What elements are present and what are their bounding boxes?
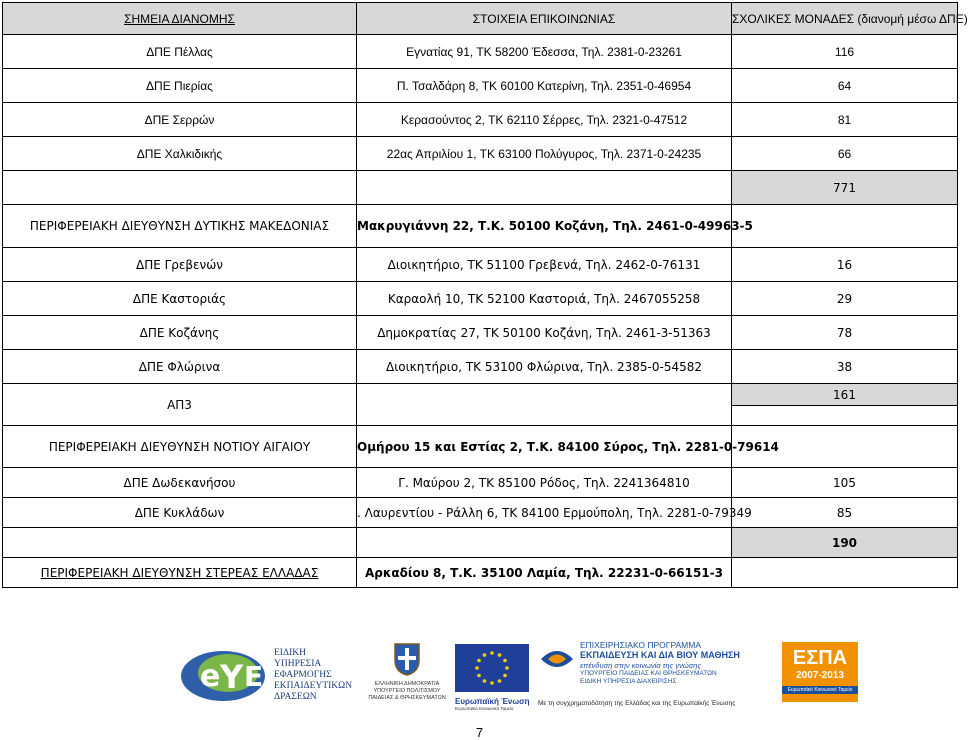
eye-logo-icon <box>178 648 268 704</box>
table-row <box>3 528 958 558</box>
table-row <box>3 384 958 406</box>
eu-star <box>483 679 487 683</box>
region-address: Ομήρου 15 και Εστίας 2, Τ.Κ. 84100 Σύρος, Τηλ. 2281-0-79614 <box>357 426 732 468</box>
cell-contact: Π. Τσαλδάρη 8, ΤΚ 60100 Κατερίνη, Τηλ. 2351-0-46954 <box>357 69 732 103</box>
cell-contact: Διοικητήριο, ΤΚ 51100 Γρεβενά, Τηλ. 2462-0-76131 <box>357 248 732 282</box>
eu-star <box>490 681 494 685</box>
cell-name: ΔΠΕ Δωδεκανήσου <box>3 468 357 498</box>
table-row <box>3 103 958 137</box>
cell-name: ΔΠΕ Φλώρινα <box>3 350 357 384</box>
cell-contact: Γ. Μαύρου 2, ΤΚ 85100 Ρόδος, Τηλ. 2241364810 <box>357 468 732 498</box>
block2-total: 161 <box>732 384 958 406</box>
cell-count: 78 <box>732 316 958 350</box>
region-row <box>3 205 958 248</box>
program-emblem-icon <box>538 640 576 678</box>
eu-star <box>503 674 507 678</box>
page-number: 7 <box>475 725 484 740</box>
header-contact-info: ΣΤΟΙΧΕΙΑ ΕΠΙΚΟΙΝΩΝΙΑΣ <box>357 3 732 35</box>
cell-contact: Καραολή 10, ΤΚ 52100 Καστοριά, Τηλ. 2467055258 <box>357 282 732 316</box>
cell-contact: Εγνατίας 91, ΤΚ 58200 Έδεσσα, Τηλ. 2381-0-23261 <box>357 35 732 69</box>
svg-text:Y: Y <box>220 658 244 696</box>
cell-contact: . Λαυρεντίου - Ράλλη 6, ΤΚ 84100 Ερμούπολη, Τηλ. 2281-0-79349 <box>357 498 732 528</box>
table-header <box>3 3 958 35</box>
header-school-units: ΣΧΟΛΙΚΕΣ ΜΟΝΑΔΕΣ (διανομή μέσω ΔΠΕ) <box>732 3 958 35</box>
cell-count: 85 <box>732 498 958 528</box>
table-row <box>3 282 958 316</box>
cell-name: ΔΠΕ Κοζάνης <box>3 316 357 350</box>
cell-name: ΔΠΕ Χαλκιδικής <box>3 137 357 171</box>
eu-star <box>498 653 502 657</box>
cell-name: ΔΠΕ Πιερίας <box>3 69 357 103</box>
region-row <box>3 426 958 468</box>
cell-count: 38 <box>732 350 958 384</box>
eu-star <box>475 666 479 670</box>
svg-text:e: e <box>200 659 221 694</box>
cell-count: 29 <box>732 282 958 316</box>
region-row <box>3 558 958 588</box>
program-logo: ΕΠΙΧΕΙΡΗΣΙΑΚΟ ΠΡΟΓΡΑΜΜΑ ΕΚΠΑΙΔΕΥΣΗ ΚΑΙ ΔΙΑ ΒΙΟΥ ΜΑΘΗΣΗ επένδυση στην κοινωνία της γνώσης ΥΠΟΥΡΓΕΙΟ ΠΑΙΔΕΙΑΣ ΚΑΙ ΘΡΗΣΚΕΥΜΑΤΩΝ ΕΙΔΙΚΗ ΥΠΗΡΕΣΙΑ ΔΙΑΧΕΙΡΙΣΗΣ Με τη συγχρηματοδότηση της Ελλάδας και της Ευρωπαϊκής Ένωσης <box>538 640 740 707</box>
cell-contact: Δημοκρατίας 27, ΤΚ 50100 Κοζάνη, Τηλ. 2461-3-51363 <box>357 316 732 350</box>
svg-text:E: E <box>244 660 264 693</box>
eyeede-logo <box>178 648 358 704</box>
distribution-table <box>2 2 968 588</box>
block2-code: ΑΠ3 <box>3 384 357 426</box>
eu-logo: Ευρωπαϊκή Ένωση Ευρωπαϊκό Κοινωνικό Ταμείο <box>455 644 533 708</box>
block1-total: 771 <box>732 171 958 205</box>
cell-count: 81 <box>732 103 958 137</box>
cell-contact: 22ας Απριλίου 1, ΤΚ 63100 Πολύγυρος, Τηλ. 2371-0-24235 <box>357 137 732 171</box>
eu-star <box>477 674 481 678</box>
eu-star <box>477 659 481 663</box>
region-title: ΠΕΡΙΦΕΡΕΙΑΚΗ ΔΙΕΥΘΥΝΣΗ ΔΥΤΙΚΗΣ ΜΑΚΕΔΟΝΙΑΣ <box>3 205 357 248</box>
eye-logo-text: ΕΙΔΙΚΗ ΥΠΗΡΕΣΙΑ ΕΦΑΡΜΟΓΗΣ ΕΚΠΑΙΔΕΥΤΙΚΩΝ ΔΡΑΣΕΩΝ <box>274 648 353 702</box>
cell-name: ΔΠΕ Κυκλάδων <box>3 498 357 528</box>
table-row <box>3 69 958 103</box>
table-row <box>3 468 958 498</box>
ministry-logo: ΕΛΛΗΝΙΚΗ ΔΗΜΟΚΡΑΤΙΑ ΥΠΟΥΡΓΕΙΟ ΠΟΛΙΤΙΣΜΟΥ ΠΑΙΔΕΙΑΣ & ΘΡΗΣΚΕΥΜΑΤΩΝ <box>364 642 450 708</box>
greek-coat-of-arms-icon <box>391 642 423 676</box>
region-address: Αρκαδίου 8, Τ.Κ. 35100 Λαμία, Τηλ. 22231-0-66151-3 <box>357 558 732 588</box>
eu-star <box>503 659 507 663</box>
eu-star <box>498 679 502 683</box>
table-row <box>3 171 958 205</box>
cell-count: 105 <box>732 468 958 498</box>
cell-name: ΔΠΕ Γρεβενών <box>3 248 357 282</box>
espa-logo: ΕΣΠΑ 2007-2013 Ευρωπαϊκό Κοινωνικό Ταμείο <box>782 642 858 702</box>
cell-contact: Διοικητήριο, ΤΚ 53100 Φλώρινα, Τηλ. 2385-0-54582 <box>357 350 732 384</box>
eu-flag-icon <box>455 644 529 692</box>
eu-star <box>490 651 494 655</box>
table-row <box>3 350 958 384</box>
table-row <box>3 316 958 350</box>
cell-count: 116 <box>732 35 958 69</box>
eu-star <box>483 653 487 657</box>
region-title: ΠΕΡΙΦΕΡΕΙΑΚΗ ΔΙΕΥΘΥΝΣΗ ΣΤΕΡΕΑΣ ΕΛΛΑΔΑΣ <box>3 558 357 588</box>
header-distribution-points: ΣΗΜΕΙΑ ΔΙΑΝΟΜΗΣ <box>3 3 357 35</box>
cell-count: 66 <box>732 137 958 171</box>
table-row <box>3 35 958 69</box>
table-row <box>3 248 958 282</box>
block3-total: 190 <box>732 528 958 558</box>
cell-count: 64 <box>732 69 958 103</box>
cell-count: 16 <box>732 248 958 282</box>
eu-star <box>505 666 509 670</box>
region-title: ΠΕΡΙΦΕΡΕΙΑΚΗ ΔΙΕΥΘΥΝΣΗ ΝΟΤΙΟΥ ΑΙΓΑΙΟΥ <box>3 426 357 468</box>
cell-contact: Κερασούντος 2, ΤΚ 62110 Σέρρες, Τηλ. 2321-0-47512 <box>357 103 732 137</box>
table-row <box>3 498 958 528</box>
cell-name: ΔΠΕ Σερρών <box>3 103 357 137</box>
table-row <box>3 137 958 171</box>
cell-name: ΔΠΕ Πέλλας <box>3 35 357 69</box>
region-address: Μακρυγιάννη 22, Τ.Κ. 50100 Κοζάνη, Τηλ. 2461-0-49963-5 <box>357 205 732 248</box>
cell-name: ΔΠΕ Καστοριάς <box>3 282 357 316</box>
sponsor-logos <box>0 632 959 712</box>
